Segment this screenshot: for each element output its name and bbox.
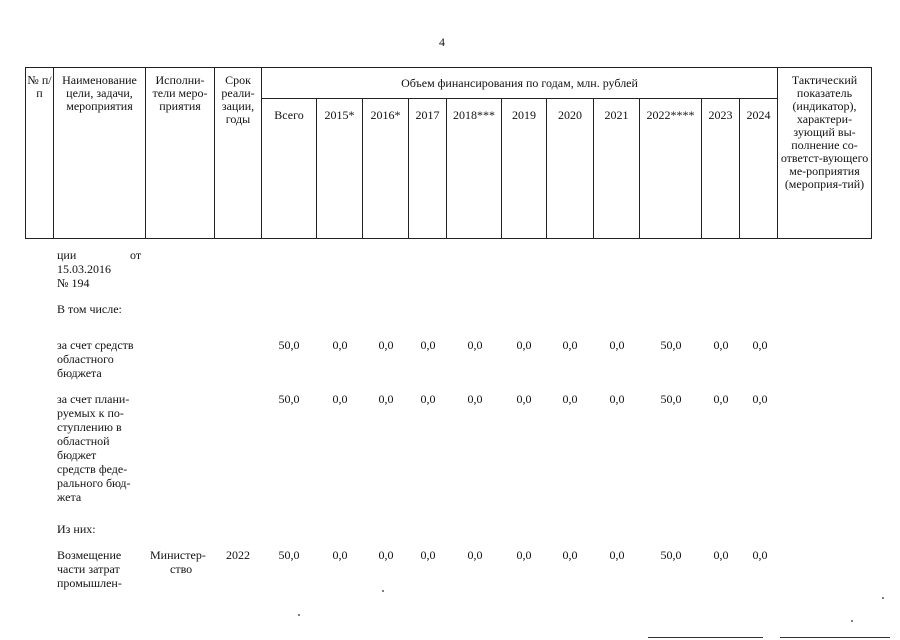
continuation-number: № 194	[57, 276, 90, 290]
continuation-word: ции	[57, 248, 77, 262]
value-cell: 50,0	[660, 548, 682, 562]
value-cell: 0,0	[562, 548, 578, 562]
year-header: 2024	[740, 99, 778, 239]
value-cell: 0,0	[516, 548, 532, 562]
name-line: части затрат	[57, 562, 120, 576]
indicator-header: Тактический показатель (индикатор), характери-зующий вы-полнение со-ответст-вующего ме-роприятия (мероприя-тий)	[778, 68, 872, 239]
page-number: 4	[439, 35, 445, 49]
name-line: руемых к по-	[57, 406, 124, 420]
value-cell: 50,0	[660, 392, 682, 406]
year-header: 2018***	[447, 99, 502, 239]
year-header: 2023	[702, 99, 740, 239]
value-cell: 50,0	[278, 392, 300, 406]
year-header: 2015*	[317, 99, 363, 239]
exec-line: ство	[170, 562, 193, 576]
continuation-date: 15.03.2016	[57, 262, 111, 276]
year-header: 2022****	[640, 99, 702, 239]
col-term-header: Срок реали-зации, годы	[215, 68, 262, 239]
reimb-term: 2022	[226, 548, 250, 562]
value-cell: 0,0	[752, 338, 768, 352]
value-cell: 0,0	[332, 548, 348, 562]
value-cell: 0,0	[609, 338, 625, 352]
name-line: промышлен-	[57, 576, 122, 590]
of-them-label: Из них:	[57, 522, 96, 536]
value-cell: 0,0	[420, 392, 436, 406]
value-cell: 0,0	[378, 338, 394, 352]
value-cell: 0,0	[420, 338, 436, 352]
name-line: бюджет	[57, 448, 97, 462]
value-cell: 0,0	[752, 392, 768, 406]
scan-speck	[298, 614, 300, 616]
value-cell: 0,0	[420, 548, 436, 562]
name-line: областной	[57, 434, 110, 448]
scan-speck	[882, 597, 884, 599]
scan-artifact-line	[648, 637, 763, 638]
value-cell: 0,0	[609, 392, 625, 406]
year-header: 2017	[409, 99, 447, 239]
name-line: за счет плани-	[57, 392, 130, 406]
value-cell: 0,0	[609, 548, 625, 562]
continuation-word: от	[130, 248, 142, 262]
value-cell: 0,0	[467, 548, 483, 562]
value-cell: 0,0	[516, 338, 532, 352]
year-header: 2020	[547, 99, 594, 239]
funding-header: Объем финансирования по годам, млн. рублей	[262, 68, 778, 99]
value-cell: 50,0	[278, 548, 300, 562]
value-cell: 0,0	[332, 338, 348, 352]
exec-line: Министер-	[150, 548, 206, 562]
name-line: областного	[57, 352, 114, 366]
name-line: средств феде-	[57, 462, 128, 476]
including-label: В том числе:	[57, 302, 122, 316]
value-cell: 0,0	[562, 338, 578, 352]
col-exec-header: Исполни-тели меро-приятия	[146, 68, 215, 239]
value-cell: 0,0	[467, 338, 483, 352]
col-name-header: Наименование цели, задачи, мероприятия	[54, 68, 146, 239]
value-cell: 0,0	[562, 392, 578, 406]
federal-name	[57, 392, 145, 504]
value-cell: 0,0	[752, 548, 768, 562]
value-cell: 0,0	[516, 392, 532, 406]
name-line: за счет средств	[57, 338, 134, 352]
year-header-total: Всего	[262, 99, 317, 239]
value-cell: 0,0	[713, 548, 729, 562]
year-header: 2021	[594, 99, 640, 239]
value-cell: 0,0	[378, 392, 394, 406]
regional-name	[57, 338, 145, 380]
value-cell: 0,0	[467, 392, 483, 406]
scan-speck	[382, 590, 384, 592]
reimb-exec	[150, 548, 206, 576]
year-header: 2016*	[363, 99, 409, 239]
value-cell: 0,0	[713, 392, 729, 406]
name-line: бюджета	[57, 366, 102, 380]
year-header: 2019	[502, 99, 547, 239]
name-line: жета	[57, 490, 82, 504]
reimb-name	[57, 548, 145, 590]
value-cell: 0,0	[378, 548, 394, 562]
scan-artifact-line	[780, 637, 890, 638]
name-line: рального бюд-	[57, 476, 131, 490]
col-num-header: № п/п	[26, 68, 54, 239]
value-cell: 50,0	[660, 338, 682, 352]
value-cell: 0,0	[332, 392, 348, 406]
value-cell: 0,0	[713, 338, 729, 352]
name-line: ступлению в	[57, 420, 122, 434]
name-line: Возмещение	[57, 548, 122, 562]
value-cell: 50,0	[278, 338, 300, 352]
scan-speck	[851, 620, 853, 622]
